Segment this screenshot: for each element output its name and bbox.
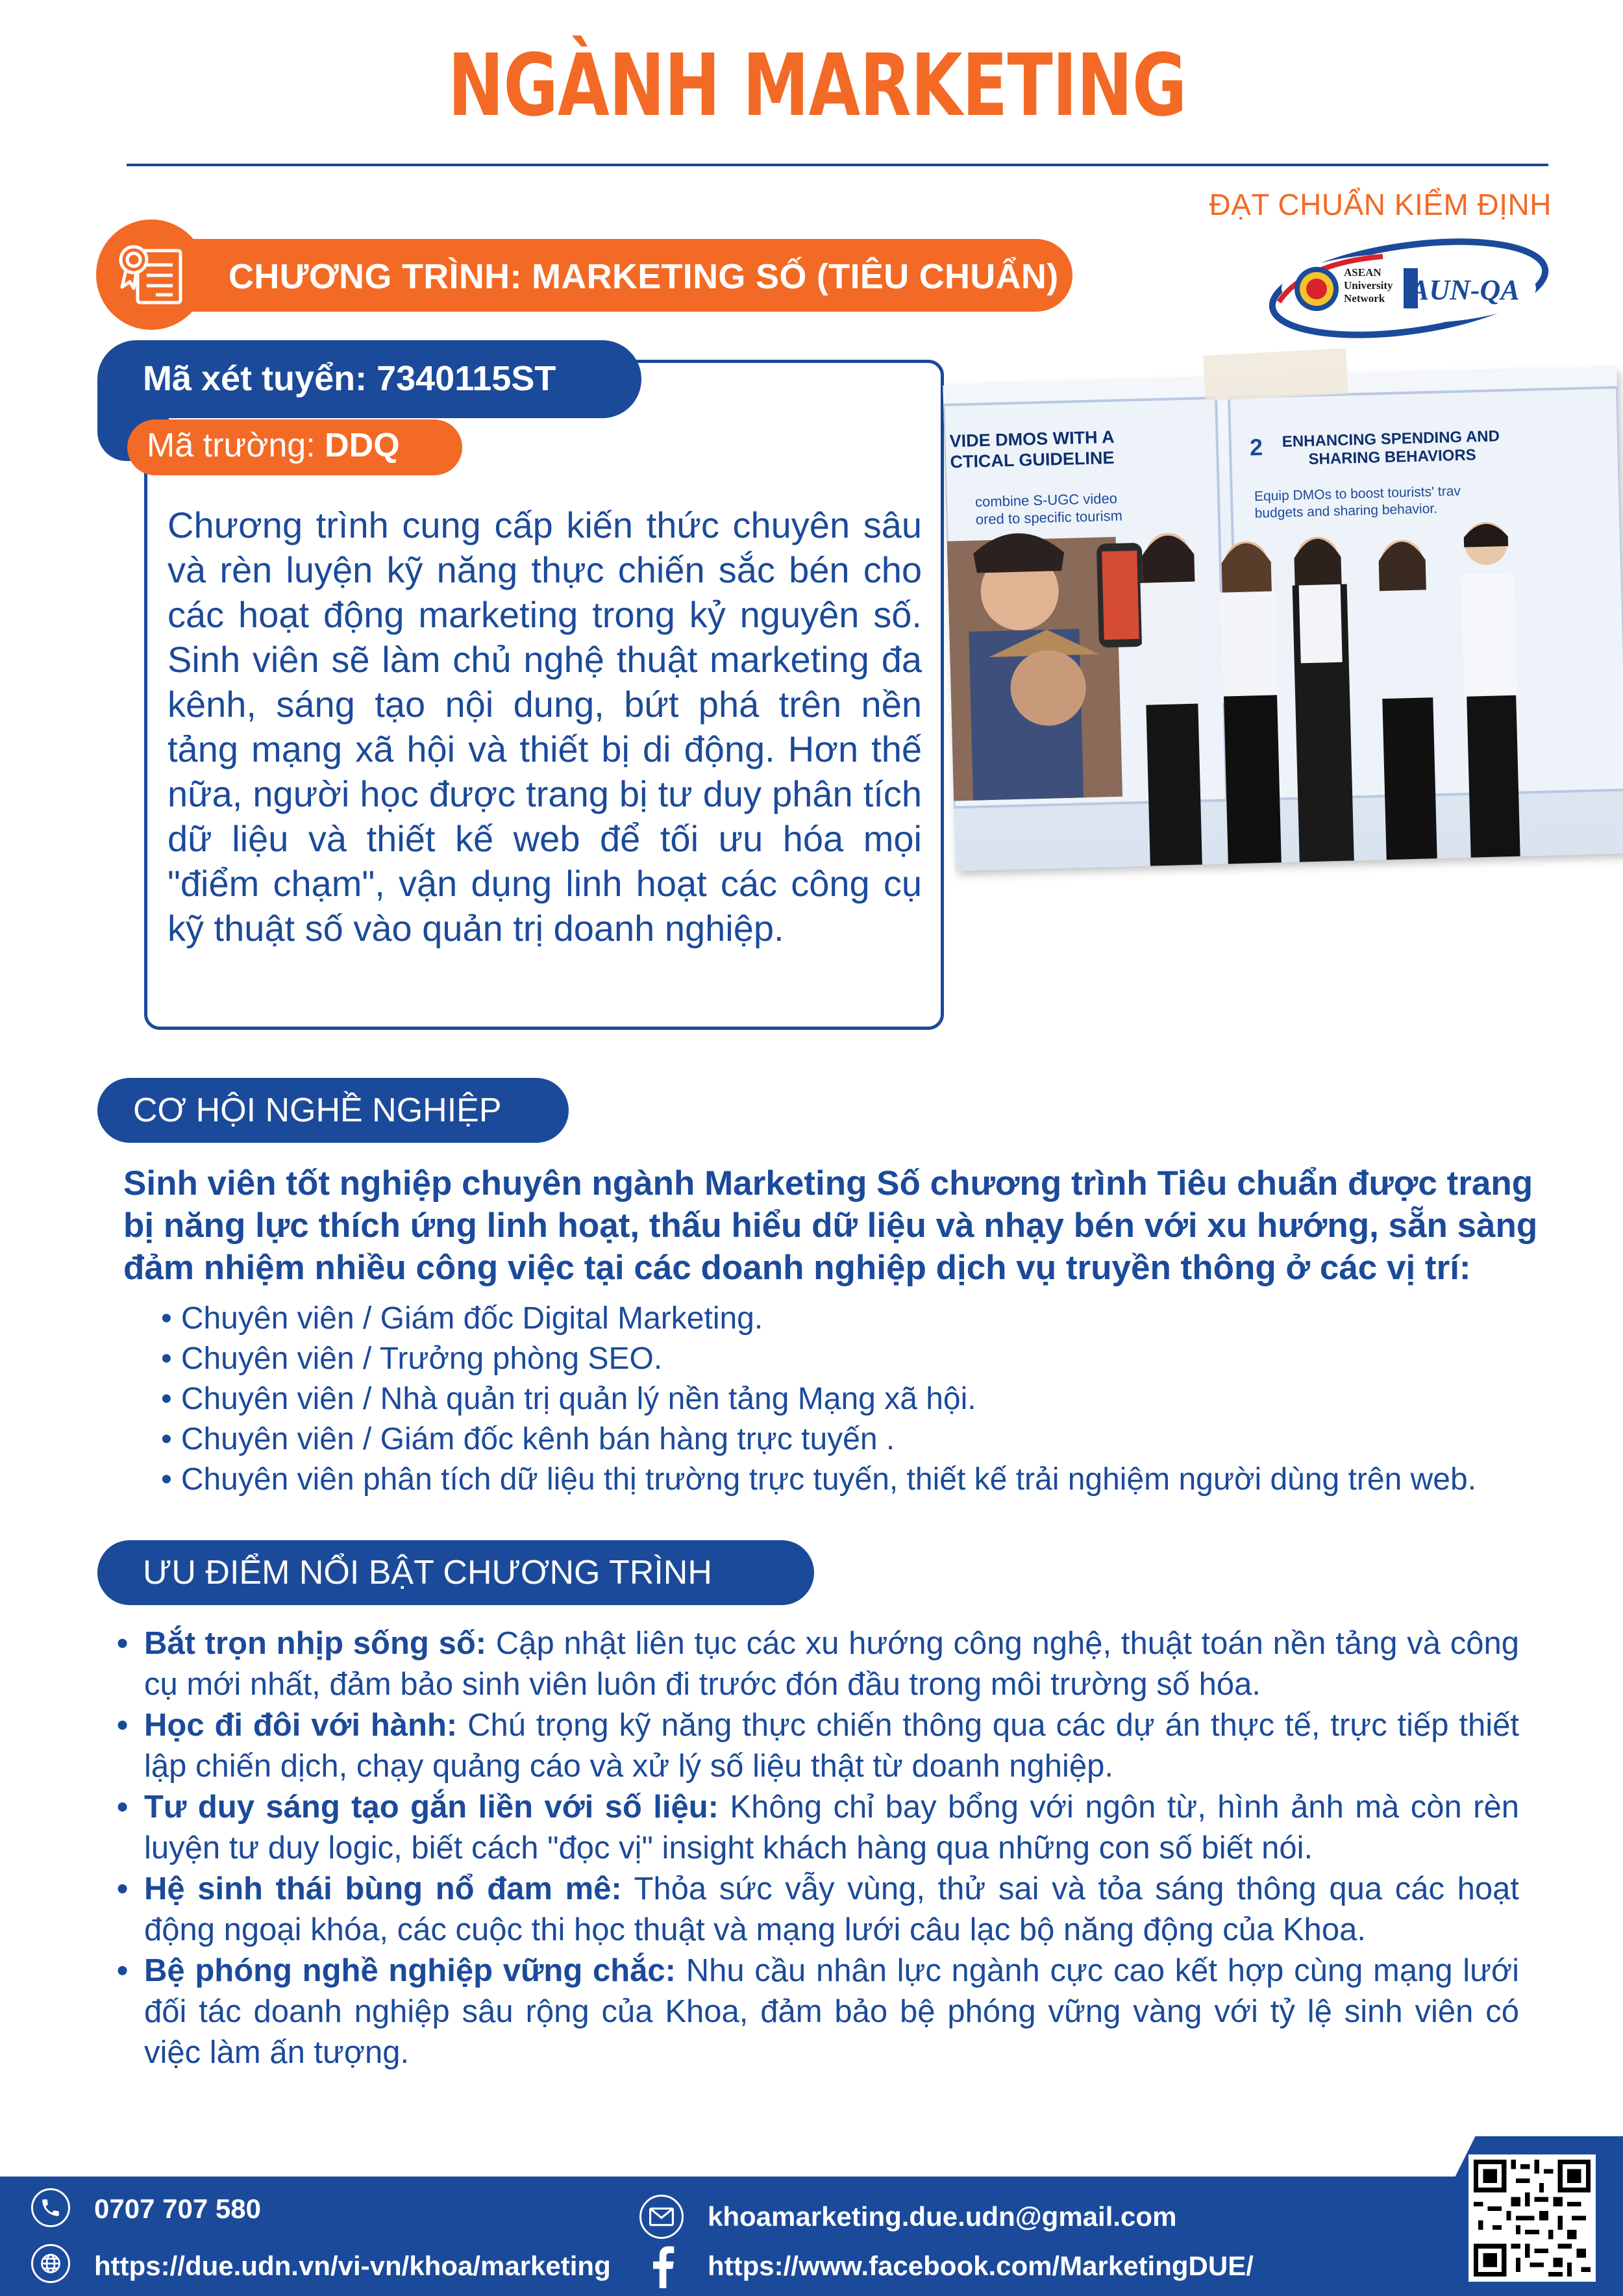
slide-left-heading-2: CTICAL GUIDELINE [950,447,1115,472]
advantage-text: Thỏa sức vẫy vùng, thử sai và tỏa sáng thông qua các hoạt động ngoại khóa, các cuộc thi học thuật và mạng lưới câu lạc bộ năng động của Khoa. [144,1871,1520,1947]
advantage-text: Không chỉ bay bổng với ngôn từ, hình ảnh mà còn rèn luyện tư duy logic, biết cách "đọc vị" insight khách hàng qua những con số biết nói. [144,1790,1519,1866]
school-code-value: DDQ [325,427,400,464]
advantages-list [117,1623,1519,2073]
career-heading: CƠ HỘI NGHỀ NGHIỆP [133,1092,502,1129]
advantage-text: Cập nhật liên tục các xu hướng công nghệ, thuật toán nền tảng và công cụ mới nhất, đảm bảo sinh viên luôn đi trước đón đầu trong môi trường số hóa. [144,1626,1519,1702]
accreditation-label: ĐẠT CHUẨN KIỂM ĐỊNH [1209,188,1552,221]
phone-icon [31,2188,70,2227]
page-title: NGÀNH MARKETING [447,36,1187,136]
advantage-item [117,1623,1519,1705]
title-divider [127,164,1548,166]
career-item: • Chuyên viên phân tích dữ liệu thị trường trực tuyến, thiết kế trải nghiệm người dùng trên web. [161,1460,1622,1500]
school-code-label: Mã trường: [147,427,325,464]
advantage-title: Tư duy sáng tạo gắn liền với số liệu: [144,1790,719,1825]
slide-right-body-1: Equip DMOs to boost tourists' trav [1254,483,1461,505]
footer-phone[interactable]: 0707 707 580 [94,2193,261,2224]
email-icon [639,2195,684,2239]
slide-right-number: 2 [1249,433,1263,461]
slide-left-body-2: ored to specific tourism [975,507,1123,528]
logo-asean-line-1: ASEAN [1344,266,1381,279]
career-list [161,1299,1622,1500]
footer-facebook-link[interactable]: https://www.facebook.com/MarketingDUE/ [708,2251,1254,2281]
career-item: • Chuyên viên / Giám đốc kênh bán hàng trực tuyến . [161,1419,1622,1460]
certificate-icon [96,219,206,330]
facebook-icon [648,2244,676,2288]
photo-tape [1203,348,1348,401]
qr-code[interactable] [1468,2154,1596,2282]
slide-right-body-2: budgets and sharing behavior. [1254,501,1438,521]
career-item: • Chuyên viên / Nhà quản trị quản lý nền tảng Mạng xã hội. [161,1379,1622,1419]
admission-code: Mã xét tuyển: 7340115ST [143,359,556,398]
advantage-item [117,1787,1519,1869]
student-presentation-photo [943,368,1623,871]
advantage-title: Bắt trọn nhịp sống số: [144,1626,487,1661]
advantage-text: Chú trọng kỹ năng thực chiến thông qua các dự án thực tế, trực tiếp thiết lập chiến dịch, chạy quảng cáo và xử lý số liệu thật từ doanh nghiệp. [144,1708,1520,1784]
logo-asean-line-2: University [1344,279,1393,292]
advantages-heading: ƯU ĐIỂM NỔI BẬT CHƯƠNG TRÌNH [143,1554,712,1591]
advantage-title: Bệ phóng nghề nghiệp vững chắc: [144,1953,676,1988]
advantage-title: Hệ sinh thái bùng nổ đam mê: [144,1871,622,1906]
footer-email-link[interactable]: khoamarketing.due.udn@gmail.com [708,2201,1177,2232]
slide-right-heading-2: SHARING BEHAVIORS [1308,446,1477,469]
slide-left-heading-1: VIDE DMOS WITH A [949,427,1115,451]
career-item: • Chuyên viên / Giám đốc Digital Marketing. [161,1299,1622,1339]
advantage-item [117,1869,1519,1951]
advantage-title: Học đi đôi với hành: [144,1708,458,1743]
program-name: CHƯƠNG TRÌNH: MARKETING SỐ (TIÊU CHUẨN) [229,257,1059,296]
aun-qa-logo [1266,237,1552,340]
slide-left-body-1: combine S-UGC video [974,490,1118,510]
slide-right-heading-1: ENHANCING SPENDING AND [1282,427,1500,451]
footer-website-link[interactable]: https://due.udn.vn/vi-vn/khoa/marketing [94,2251,611,2281]
advantage-text: Nhu cầu nhân lực ngành cực cao kết hợp cùng mạng lưới đối tác doanh nghiệp sâu rộng của Khoa, đảm bảo bệ phóng vững vàng với tỷ lệ sinh viên có việc làm ấn tượng. [144,1953,1519,2070]
logo-asean-line-3: Network [1344,292,1385,305]
advantage-item [117,1951,1519,2073]
program-description: Chương trình cung cấp kiến thức chuyên sâu và rèn luyện kỹ năng thực chiến sắc bén cho các hoạt động marketing trong kỷ nguyên số. Sinh viên sẽ làm chủ nghệ thuật marketing đa kênh, sáng tạo nội dung, bứt phá trên nền tảng mạng xã hội và thiết bị di động. Hơn thế nữa, người học được trang bị tư duy phân tích dữ liệu và thiết kế web để tối ưu hóa mọi "điểm chạm", vận dụng linh hoạt các công cụ kỹ thuật số vào quản trị doanh nghiệp. [167,505,922,949]
career-item: • Chuyên viên / Trưởng phòng SEO. [161,1339,1622,1379]
career-intro: Sinh viên tốt nghiệp chuyên ngành Marketing Số chương trình Tiêu chuẩn được trang bị năng lực thích ứng linh hoạt, thấu hiểu dữ liệu và nhạy bén với xu hướng, sẵn sàng đảm nhiệm nhiều công việc tại các doanh nghiệp dịch vụ truyền thông ở các vị trí: [123,1164,1538,1287]
school-code [147,426,400,465]
globe-icon [31,2244,70,2283]
advantage-item [117,1705,1519,1787]
logo-aun-qa-text: AUN-QA [1410,274,1520,306]
